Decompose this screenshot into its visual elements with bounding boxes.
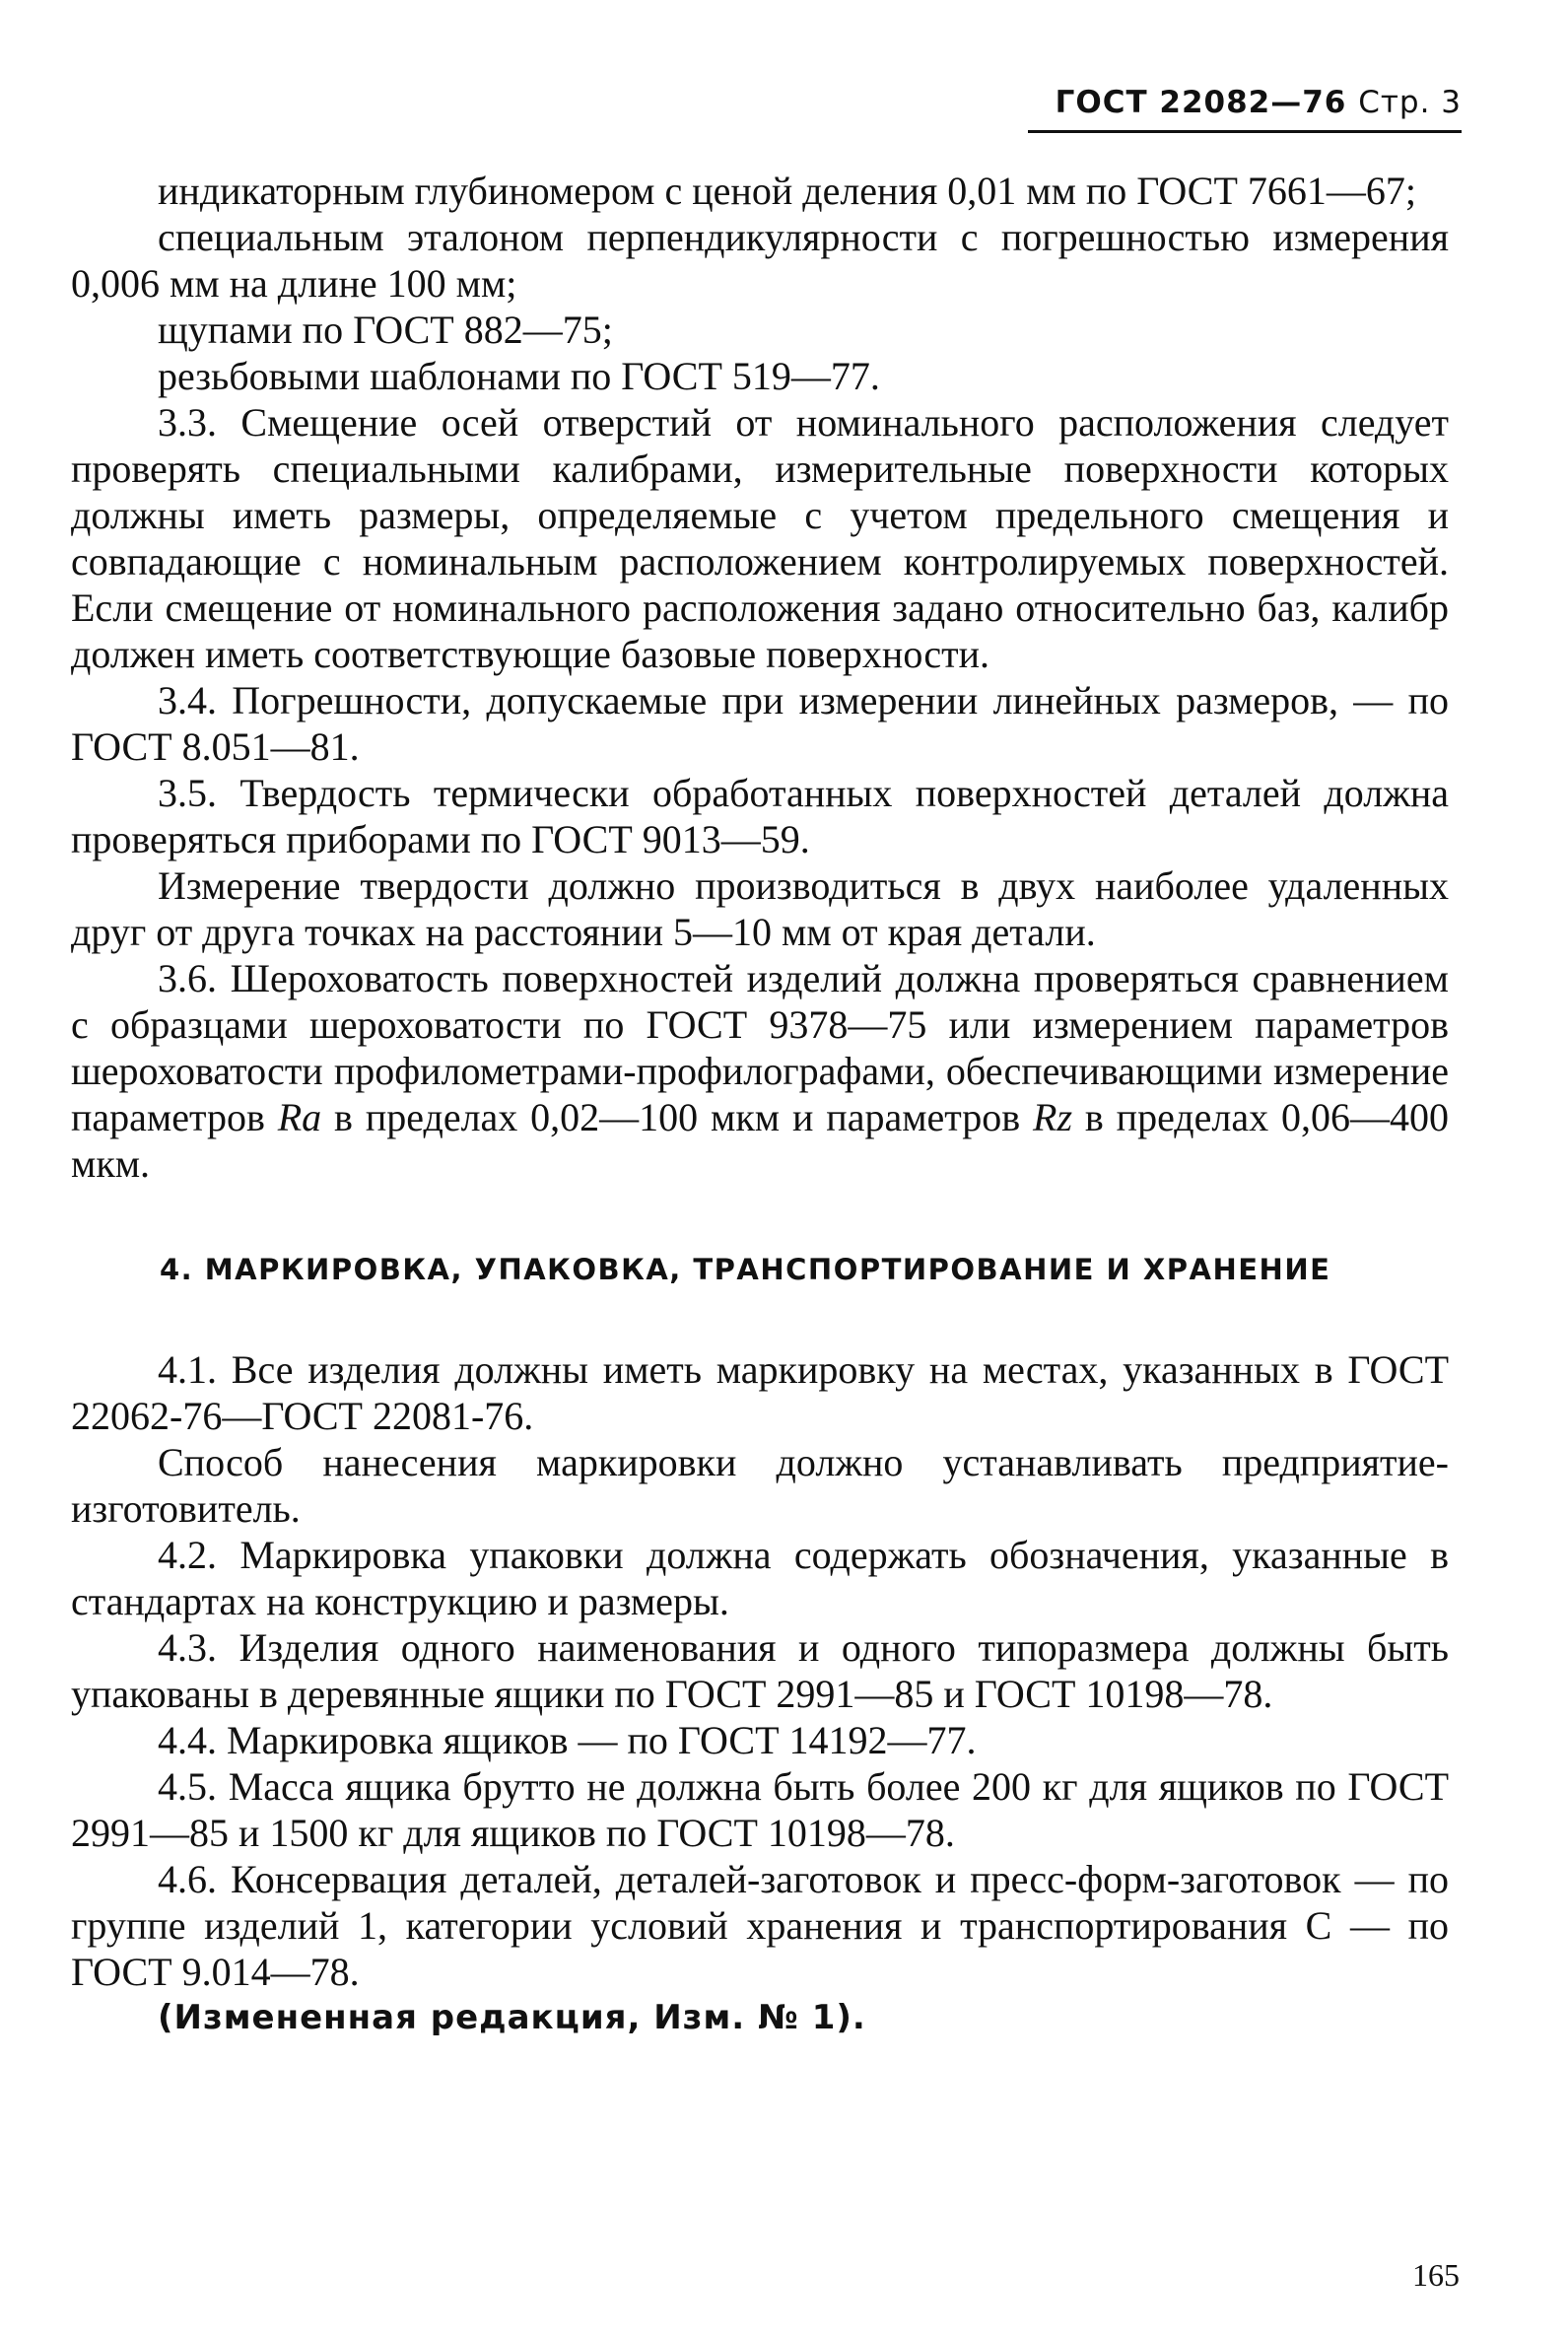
- paragraph-3-4: 3.4. Погрешности, допускаемые при измерении линейных размеров, — по ГОСТ 8.051—81.: [71, 678, 1449, 769]
- ra-symbol: Ra: [277, 1095, 322, 1139]
- paragraph-4-6: 4.6. Консервация деталей, деталей-заготовок и пресс-форм-заготовок — по группе изделий 1, категории условий хранения и транспортирования С — по ГОСТ 9.014—78.: [71, 1857, 1449, 1994]
- document-body: [71, 168, 1449, 2041]
- paragraph: индикаторным глубиномером с ценой деления 0,01 мм по ГОСТ 7661—67;: [158, 169, 1417, 213]
- paragraph: щупами по ГОСТ 882—75;: [158, 308, 613, 352]
- page-number: 165: [1412, 2257, 1460, 2293]
- standard-number: ГОСТ 22082—76: [1055, 85, 1347, 120]
- text-run: 3.6. Шероховатость поверхностей изделий должна проверяться сравнением с образцами шероховатости по ГОСТ 9378—75 или измерением параметров шероховатости профилометрами-профилографами, обеспечивающими измерение параметров: [71, 956, 1449, 1139]
- page-header: [1028, 85, 1462, 133]
- paragraph: специальным эталоном перпендикулярности с погрешностью измерения 0,006 мм на длине 100 мм;: [71, 215, 1449, 306]
- text-run: в пределах 0,06—400 мкм.: [71, 1095, 1450, 1186]
- paragraph: Измерение твердости должно производиться в двух наиболее удаленных друг от друга точках на расстоянии 5—10 мм от края детали.: [71, 863, 1449, 954]
- paragraph-3-3: 3.3. Смещение осей отверстий от номинального расположения следует проверять специальными калибрами, измерительные поверхности которых должны иметь размеры, определяемые с учетом предельного смещения и совпадающие с номинальным расположением контролируемых поверхностей. Если смещение от номинального расположения задано относительно баз, калибр должен иметь соответствующие базовые поверхности.: [71, 400, 1449, 676]
- paragraph-3-6: [71, 955, 1449, 1187]
- section-title: 4. МАРКИРОВКА, УПАКОВКА, ТРАНСПОРТИРОВАНИЕ И ХРАНЕНИЕ: [160, 1253, 1331, 1286]
- paragraph-4-2: 4.2. Маркировка упаковки должна содержать обозначения, указанные в стандартах на конструкцию и размеры.: [71, 1533, 1449, 1623]
- paragraph: Способ нанесения маркировки должно устанавливать предприятие-изготовитель.: [71, 1440, 1449, 1531]
- amendment-note: (Измененная редакция, Изм. № 1).: [158, 1998, 866, 2037]
- paragraph-4-4: 4.4. Маркировка ящиков — по ГОСТ 14192—77.: [158, 1718, 977, 1762]
- paragraph-4-3: 4.3. Изделия одного наименования и одного типоразмера должны быть упакованы в деревянные ящики по ГОСТ 2991—85 и ГОСТ 10198—78.: [71, 1625, 1449, 1716]
- page-label: Стр. 3: [1358, 85, 1462, 120]
- rz-symbol: Rz: [1033, 1095, 1073, 1139]
- text-run: в пределах 0,02—100 мкм и параметров: [321, 1095, 1034, 1139]
- paragraph-4-1: 4.1. Все изделия должны иметь маркировку на местах, указанных в ГОСТ 22062-76—ГОСТ 22081-76.: [71, 1347, 1449, 1438]
- paragraph-3-5: 3.5. Твердость термически обработанных поверхностей деталей должна проверяться приборами по ГОСТ 9013—59.: [71, 771, 1449, 861]
- paragraph-4-5: 4.5. Масса ящика брутто не должна быть более 200 кг для ящиков по ГОСТ 2991—85 и 1500 кг для ящиков по ГОСТ 10198—78.: [71, 1764, 1449, 1855]
- paragraph: резьбовыми шаблонами по ГОСТ 519—77.: [158, 354, 880, 398]
